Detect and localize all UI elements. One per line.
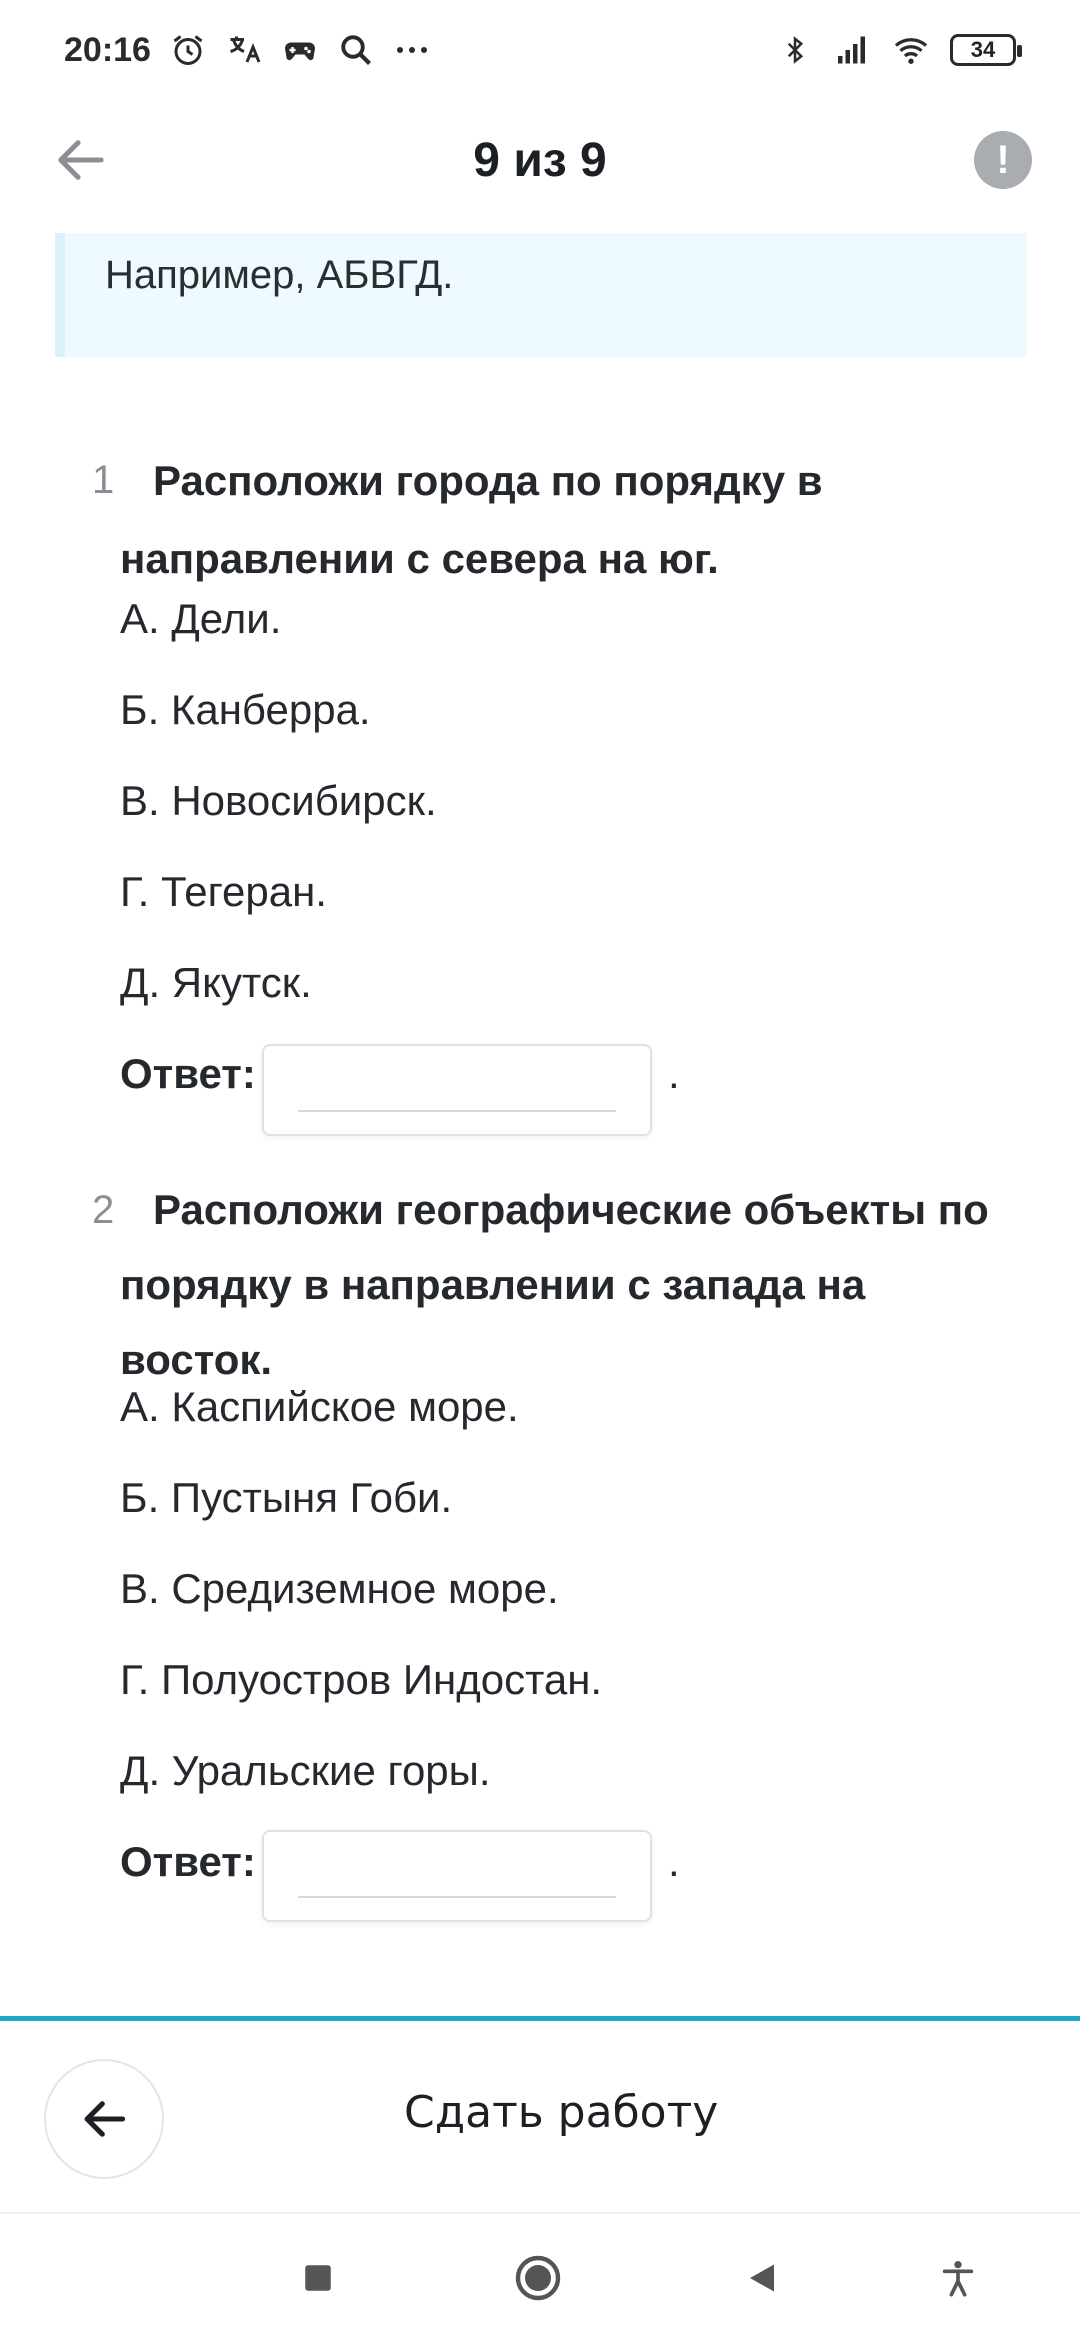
bluetooth-icon: [776, 31, 814, 69]
status-right: [776, 31, 1016, 69]
option: А. Дели.: [120, 595, 282, 642]
answer-suffix: .: [668, 1838, 680, 1885]
alarm-icon: [169, 31, 207, 69]
option: Б. Пустыня Гоби.: [120, 1474, 453, 1521]
app-header: [0, 110, 1080, 210]
page-title: 9 из 9: [473, 133, 607, 187]
search-icon: [337, 31, 375, 69]
option: Г. Тегеран.: [120, 868, 327, 915]
signal-icon: [834, 31, 872, 69]
back-arrow-icon: [82, 2099, 126, 2139]
option: Д. Якутск.: [120, 959, 312, 1006]
option: Г. Полуостров Индостан.: [120, 1656, 603, 1703]
accessibility-icon[interactable]: [934, 2254, 982, 2302]
answer-suffix: .: [668, 1050, 680, 1097]
system-nav-bar: [0, 2212, 1080, 2340]
status-left: [64, 31, 431, 70]
bottom-action-bar: [0, 2016, 1080, 2212]
square-icon[interactable]: [294, 2254, 342, 2302]
question-number: 2: [92, 1188, 115, 1232]
answer-label: Ответ:: [120, 1838, 256, 1885]
back-arrow-icon[interactable]: [48, 128, 112, 192]
answer-label: Ответ:: [120, 1050, 256, 1097]
option: А. Каспийское море.: [120, 1383, 519, 1430]
answer-input[interactable]: [262, 1044, 652, 1136]
status-bar: [0, 0, 1080, 100]
status-time: 20:16: [64, 30, 151, 69]
submit-button[interactable]: Сдать работу: [404, 2087, 719, 2138]
answer-input[interactable]: [262, 1830, 652, 1922]
hint-text: Например, АБВГД.: [105, 253, 454, 297]
report-icon[interactable]: !: [974, 131, 1032, 189]
more-icon: [393, 31, 431, 69]
option: Б. Канберра.: [120, 686, 371, 733]
question-number: 1: [92, 458, 115, 502]
option: В. Средиземное море.: [120, 1565, 559, 1612]
translate-icon: [225, 31, 263, 69]
question-text: Расположи географические объекты по порядку в направлении с запада на восток.: [120, 1186, 989, 1383]
previous-button[interactable]: [44, 2059, 164, 2179]
home-circle-icon[interactable]: [514, 2254, 562, 2302]
wifi-icon: [892, 31, 930, 69]
hint-box: [55, 233, 1027, 357]
question-text: Расположи города по порядку в направлении с севера на юг.: [120, 457, 823, 582]
option: Д. Уральские горы.: [120, 1747, 491, 1794]
option: В. Новосибирск.: [120, 777, 437, 824]
back-triangle-icon[interactable]: [738, 2254, 786, 2302]
gamepad-icon: [281, 31, 319, 69]
battery-icon: 34: [950, 34, 1016, 66]
